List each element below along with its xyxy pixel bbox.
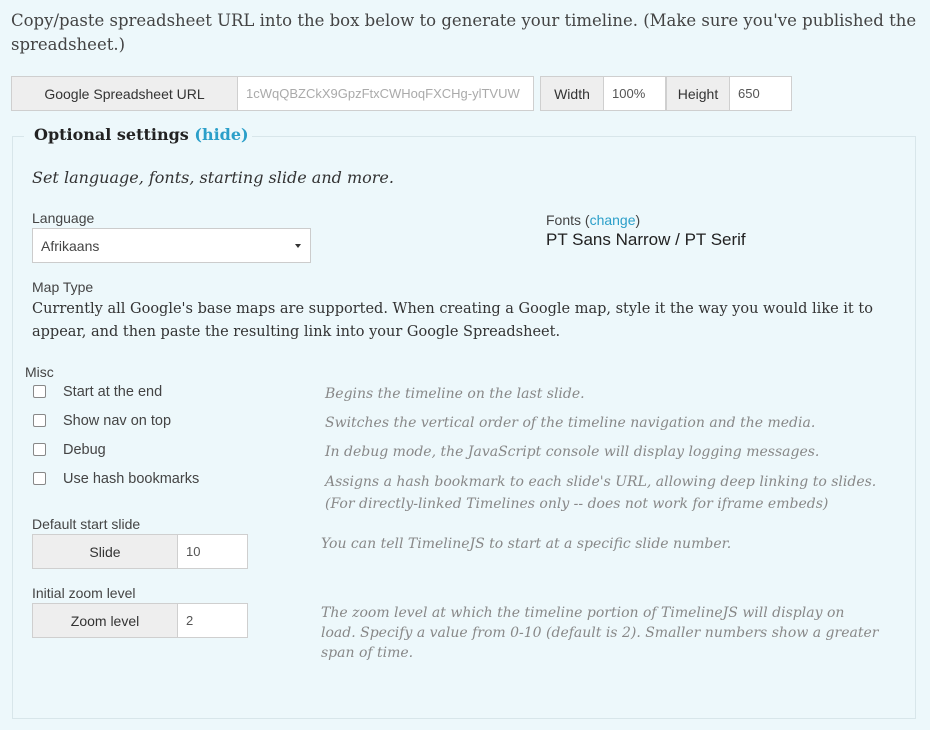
hash-bookmarks-checkbox[interactable]	[33, 472, 46, 485]
fieldset-top-border-left	[12, 136, 24, 137]
start-slide-help: You can tell TimelineJS to start at a specific slide number.	[321, 536, 732, 552]
fonts-label-text: Fonts (	[546, 212, 590, 228]
language-label: Language	[32, 210, 95, 226]
debug-checkbox[interactable]	[33, 443, 46, 456]
zoom-level-help: The zoom level at which the timeline portion of TimelineJS will display on load. Specify a value from 0-10 (default is 2). Smaller numbers show a greater span of time.	[321, 605, 879, 661]
intro-text: Copy/paste spreadsheet URL into the box below to generate your timeline. (Make sure you've published the spreadsheet.)	[11, 11, 917, 54]
slide-addon: Slide	[32, 534, 178, 569]
zoom-level-input[interactable]: 2	[177, 603, 248, 638]
debug-label[interactable]: Debug	[63, 442, 106, 458]
misc-label: Misc	[25, 364, 54, 380]
language-value: Afrikaans	[41, 237, 100, 254]
start-slide-label: Default start slide	[32, 516, 141, 532]
show-nav-on-top-help: Switches the vertical order of the timeline navigation and the media.	[325, 415, 816, 431]
fonts-change-link[interactable]: change	[589, 212, 636, 228]
language-select[interactable]	[32, 228, 311, 263]
hash-bookmarks-help: Assigns a hash bookmark to each slide's URL, allowing deep linking to slides. (For directly-linked Timelines only -- does not work for iframe embeds)	[325, 474, 877, 512]
zoom-addon: Zoom level	[32, 603, 178, 638]
map-type-label: Map Type	[32, 279, 94, 295]
spreadsheet-url-input[interactable]: 1cWqQBZCkX9GpzFtxCWHoqFXCHg-ylTVUW	[237, 76, 534, 111]
caret-down-icon	[295, 244, 301, 248]
start-at-end-help: Begins the timeline on the last slide.	[325, 386, 585, 402]
show-nav-on-top-checkbox[interactable]	[33, 414, 46, 427]
zoom-level-label: Initial zoom level	[32, 585, 136, 601]
show-nav-on-top-label[interactable]: Show nav on top	[63, 413, 172, 429]
hash-bookmarks-label[interactable]: Use hash bookmarks	[63, 471, 200, 487]
optional-settings-legend	[34, 125, 249, 144]
optional-settings-subtitle: Set language, fonts, starting slide and more.	[32, 168, 394, 187]
fonts-label	[546, 212, 640, 228]
start-at-end-checkbox[interactable]	[33, 385, 46, 398]
spreadsheet-url-label: Google Spreadsheet URL	[11, 76, 238, 111]
debug-help: In debug mode, the JavaScript console will display logging messages.	[325, 444, 820, 460]
fieldset-top-border-right	[252, 136, 916, 137]
optional-settings-title: Optional settings	[34, 125, 189, 144]
width-label: Width	[540, 76, 604, 111]
height-input[interactable]: 650	[729, 76, 792, 111]
start-at-end-label[interactable]: Start at the end	[63, 384, 163, 400]
fonts-label-close: )	[635, 212, 641, 228]
start-slide-input[interactable]: 10	[177, 534, 248, 569]
map-type-text: Currently all Google's base maps are supported. When creating a Google map, style it the way you would like it to appear, and then paste the resulting link into your Google Spreadsheet.	[32, 301, 873, 340]
height-label: Height	[666, 76, 730, 111]
fonts-value: PT Sans Narrow / PT Serif	[546, 230, 746, 249]
hide-link[interactable]: (hide)	[194, 125, 249, 144]
width-input[interactable]: 100%	[603, 76, 666, 111]
